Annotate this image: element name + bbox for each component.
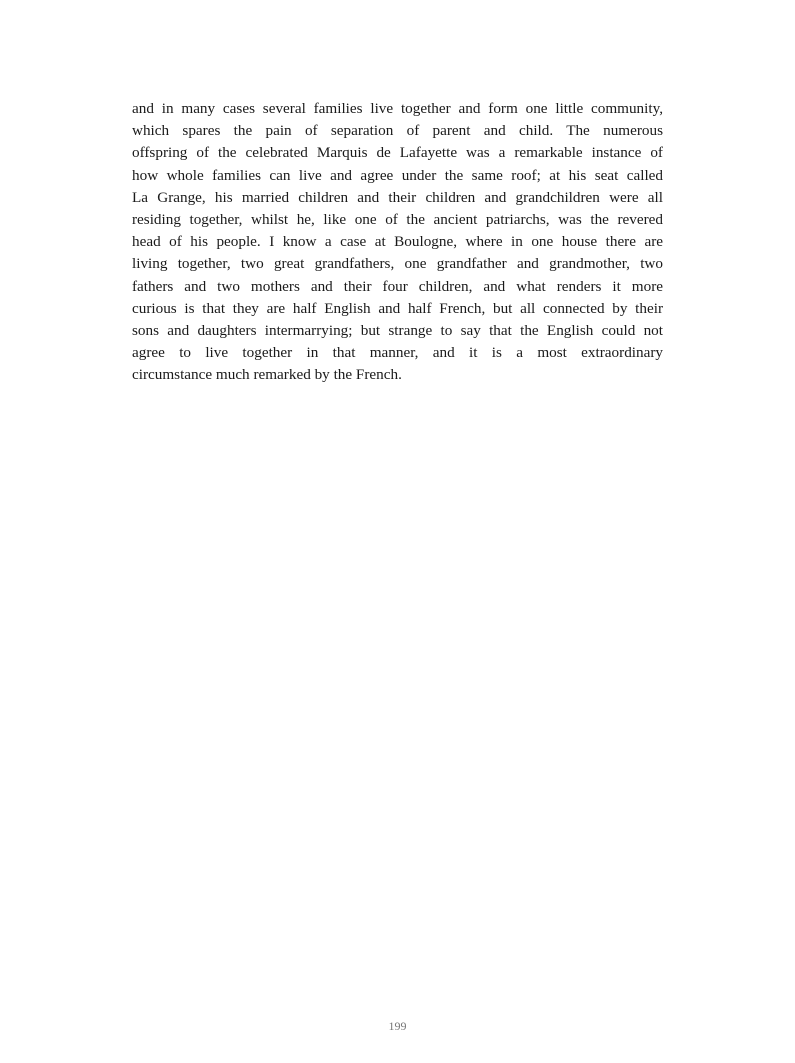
paragraph-line: which spares the pain of separation of parent and child. The numerous xyxy=(132,122,663,140)
paragraph-line: and in many cases several families live together and form one little community, xyxy=(132,100,663,117)
paragraph-line: sons and daughters intermarrying; but strange to say that the English could not xyxy=(132,321,663,339)
paragraph-line: head of his people. I know a case at Boulogne, where in one house there are xyxy=(132,233,663,251)
paragraph-line: living together, two great grandfathers, one grandfather and grandmother, two xyxy=(132,255,663,273)
paragraph-line: La Grange, his married children and their children and grandchildren were all xyxy=(132,188,663,206)
paragraph-line: offspring of the celebrated Marquis de Lafayette was a remarkable instance of xyxy=(132,144,663,162)
paragraph-line: circumstance much remarked by the French. xyxy=(132,366,402,384)
paragraph-line: how whole families can live and agree under the same roof; at his seat called xyxy=(132,166,663,184)
paragraph-line: residing together, whilst he, like one of the ancient patriarchs, was the revered xyxy=(132,210,663,228)
paragraph-line: curious is that they are half English and half French, but all connected by their xyxy=(132,299,663,317)
body-paragraph xyxy=(132,98,663,386)
paragraph-line: fathers and two mothers and their four children, and what renders it more xyxy=(132,277,663,295)
page-number: 199 xyxy=(388,1019,407,1033)
paragraph-line: agree to live together in that manner, and it is a most extraordinary xyxy=(132,344,663,362)
